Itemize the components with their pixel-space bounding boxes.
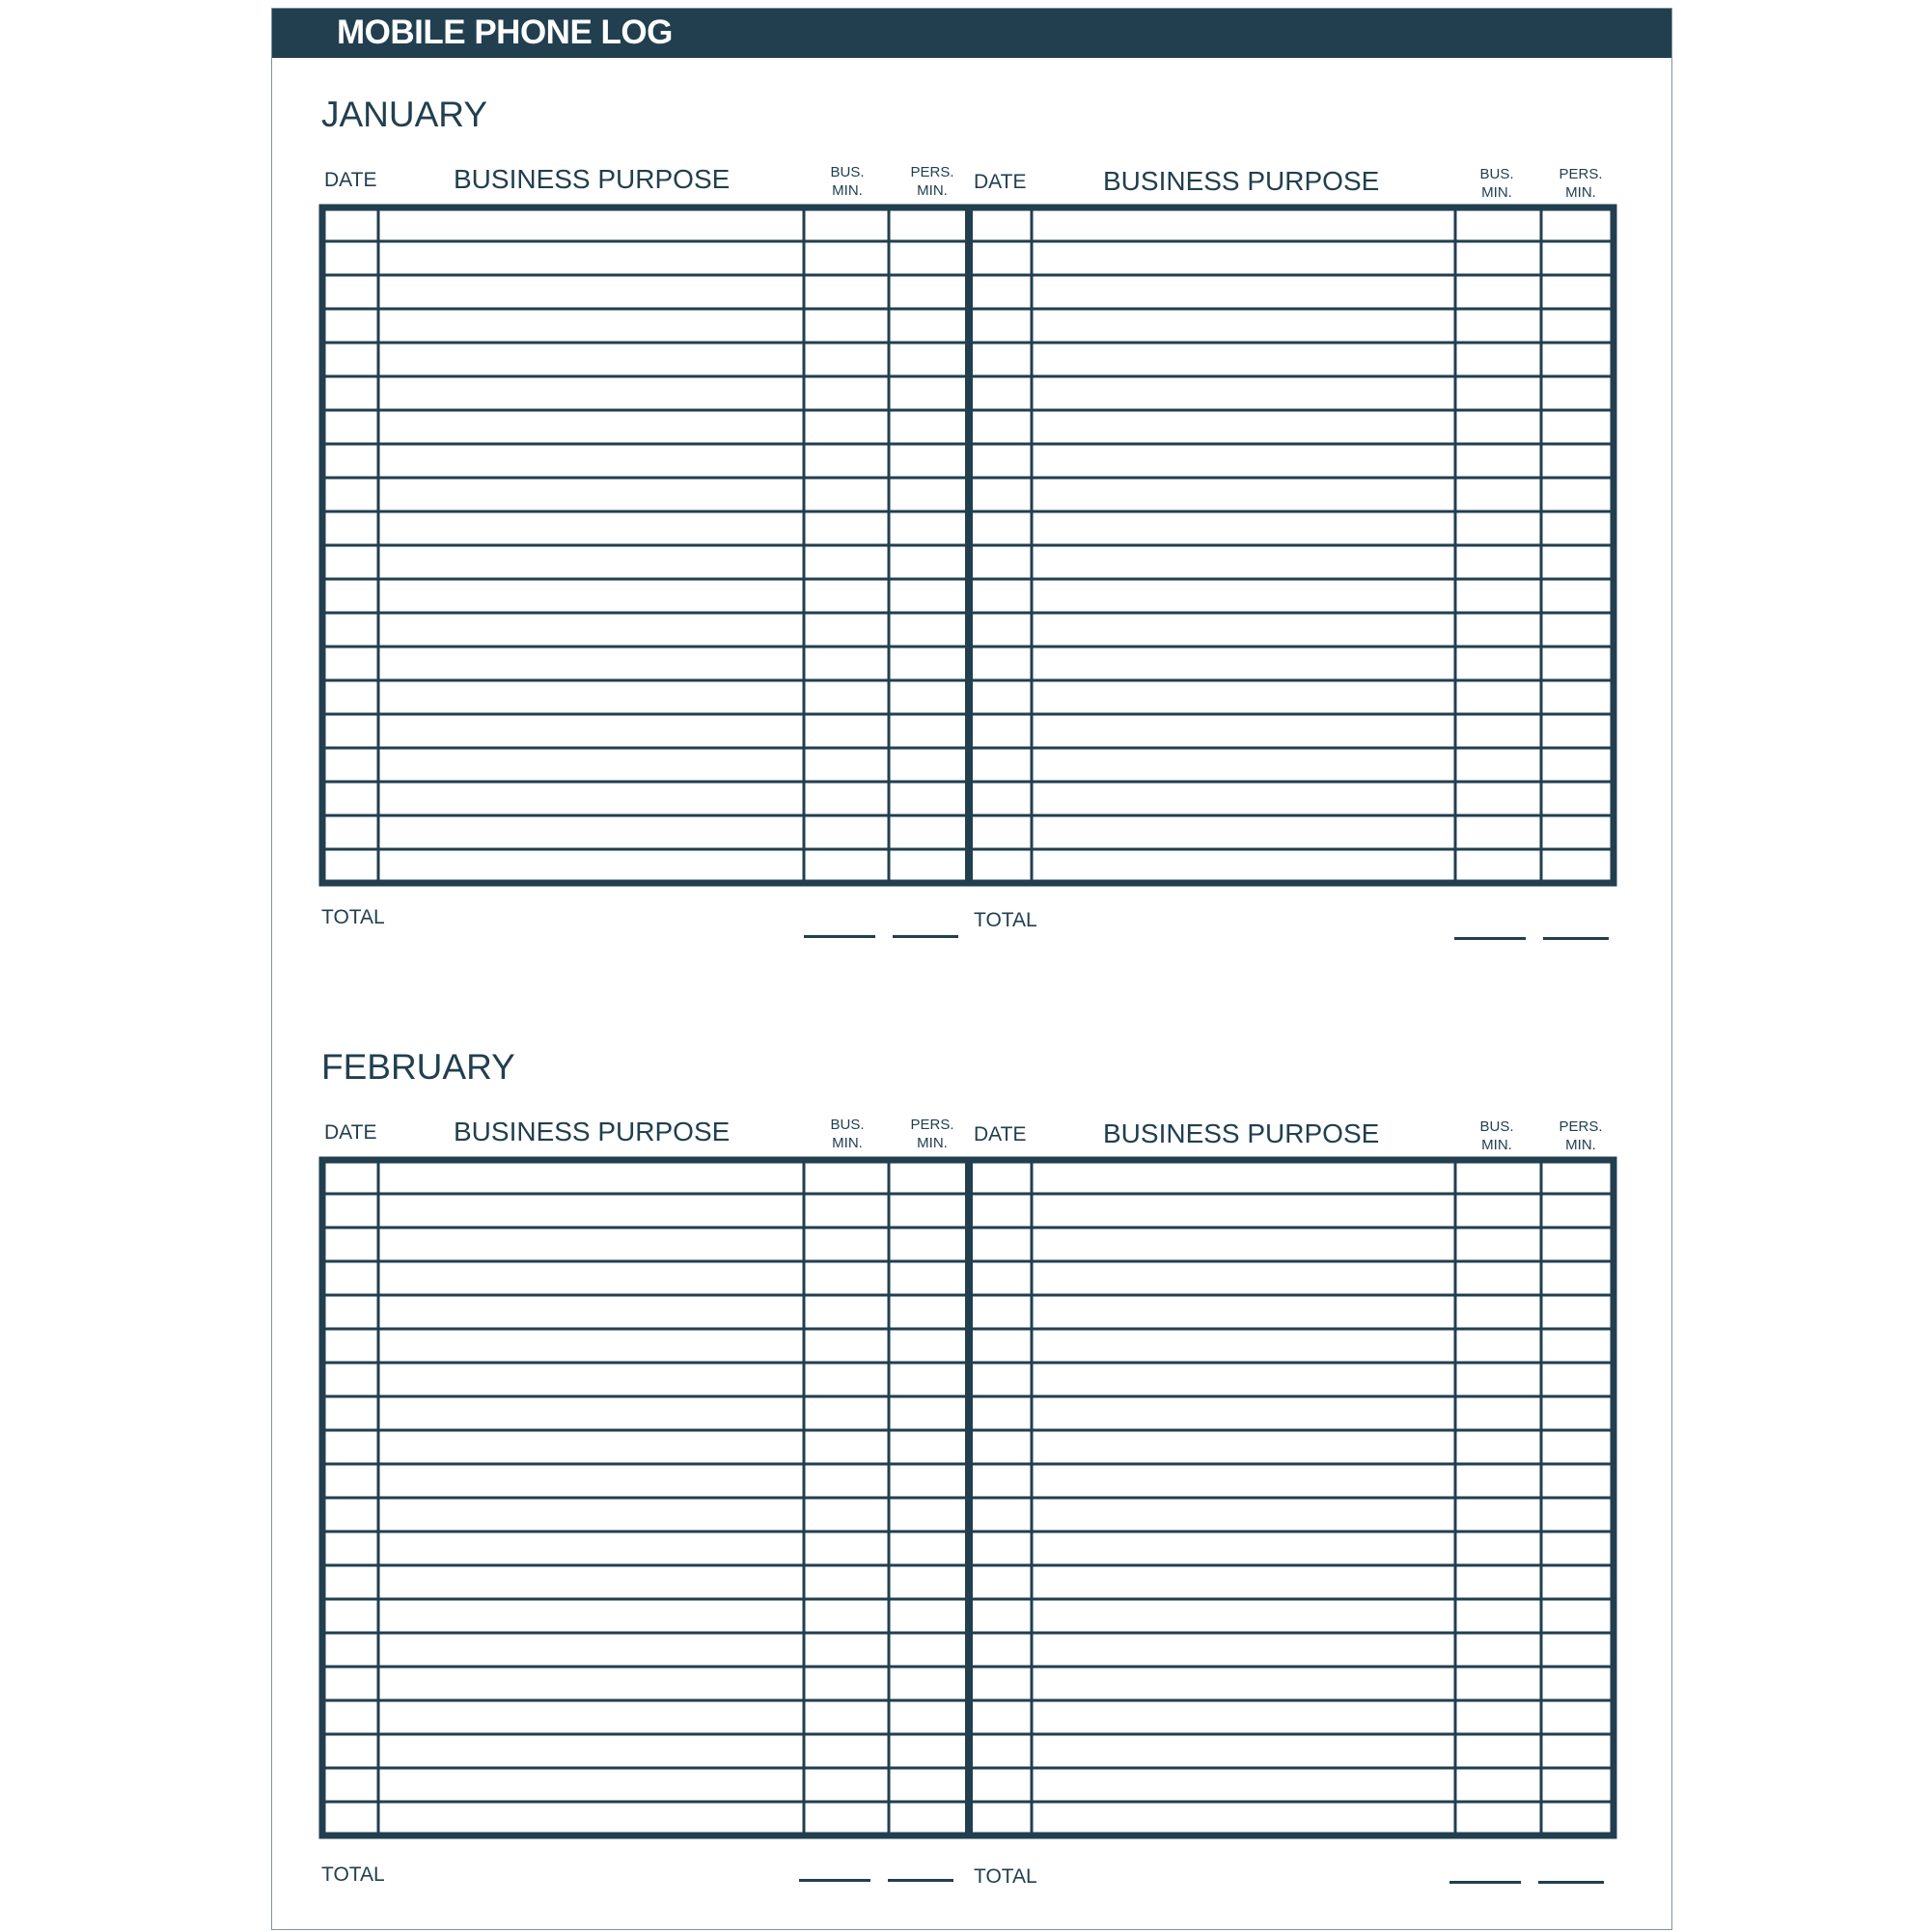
col-purpose-header: BUSINESS PURPOSE: [1103, 166, 1380, 196]
bus-label: BUS.: [830, 1117, 865, 1133]
bus-label: BUS.: [1479, 1118, 1514, 1135]
col-purpose-header: BUSINESS PURPOSE: [454, 1117, 731, 1146]
bus-min-total-line[interactable]: [799, 1879, 870, 1882]
pers-min-total-line[interactable]: [888, 1879, 953, 1882]
pers-label: PERS.: [1559, 1118, 1603, 1135]
february-log-table: [272, 9, 1673, 1931]
pers-label: PERS.: [910, 164, 954, 180]
page-title: MOBILE PHONE LOG: [337, 14, 673, 51]
min-label: MIN.: [1565, 184, 1596, 201]
min-label: MIN.: [1565, 1137, 1596, 1153]
col-date-header: DATE: [324, 169, 377, 191]
min-label: MIN.: [1481, 184, 1512, 201]
month-title-january: JANUARY: [321, 95, 488, 134]
min-label: MIN.: [1481, 1137, 1512, 1153]
col-date-header: DATE: [974, 1123, 1027, 1145]
pers-min-total-line[interactable]: [1538, 1881, 1604, 1884]
min-label: MIN.: [832, 1135, 863, 1151]
bus-min-total-line[interactable]: [1449, 1881, 1521, 1884]
pers-label: PERS.: [1559, 166, 1603, 182]
col-purpose-header: BUSINESS PURPOSE: [454, 164, 731, 194]
min-label: MIN.: [832, 182, 863, 199]
col-date-header: DATE: [324, 1121, 377, 1144]
total-label: TOTAL: [974, 909, 1037, 931]
total-label: TOTAL: [321, 906, 385, 928]
month-title-february: FEBRUARY: [321, 1047, 515, 1087]
bus-label: BUS.: [830, 164, 865, 180]
total-label: TOTAL: [974, 1865, 1037, 1888]
pers-label: PERS.: [910, 1117, 954, 1133]
col-purpose-header: BUSINESS PURPOSE: [1103, 1118, 1380, 1148]
col-date-header: DATE: [974, 171, 1027, 193]
total-label: TOTAL: [321, 1863, 385, 1886]
log-sheet: [271, 8, 1672, 1930]
min-label: MIN.: [917, 182, 948, 199]
min-label: MIN.: [917, 1135, 948, 1151]
bus-label: BUS.: [1479, 166, 1514, 182]
